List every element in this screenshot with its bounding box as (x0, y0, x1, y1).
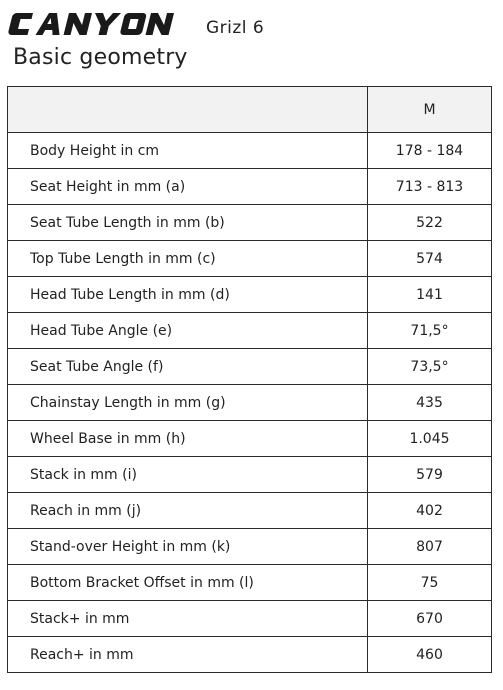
table-row (8, 421, 492, 457)
table-row (8, 385, 492, 421)
row-label: Seat Tube Angle (f) (8, 349, 368, 385)
row-value: 141 (368, 277, 492, 313)
row-label: Reach+ in mm (8, 637, 368, 673)
row-value: 402 (368, 493, 492, 529)
row-value: 178 - 184 (368, 133, 492, 169)
row-value: 670 (368, 601, 492, 637)
row-value: 73,5° (368, 349, 492, 385)
table-row (8, 493, 492, 529)
row-value: 435 (368, 385, 492, 421)
table-row (8, 241, 492, 277)
geometry-table (7, 86, 492, 673)
row-label: Reach in mm (j) (8, 493, 368, 529)
page-header (0, 0, 503, 80)
row-label: Stack in mm (i) (8, 457, 368, 493)
table-row (8, 313, 492, 349)
table-row (8, 277, 492, 313)
row-label: Head Tube Length in mm (d) (8, 277, 368, 313)
table-header-row (8, 87, 492, 133)
row-value: 75 (368, 565, 492, 601)
row-value: 713 - 813 (368, 169, 492, 205)
row-label: Chainstay Length in mm (g) (8, 385, 368, 421)
page-subtitle: Basic geometry (13, 45, 188, 70)
table-row (8, 601, 492, 637)
table-row (8, 169, 492, 205)
row-value: 71,5° (368, 313, 492, 349)
row-value: 579 (368, 457, 492, 493)
row-label: Head Tube Angle (e) (8, 313, 368, 349)
row-value: 522 (368, 205, 492, 241)
row-label: Top Tube Length in mm (c) (8, 241, 368, 277)
row-label: Bottom Bracket Offset in mm (l) (8, 565, 368, 601)
canyon-logo (6, 9, 186, 39)
row-label: Seat Tube Length in mm (b) (8, 205, 368, 241)
table-row (8, 205, 492, 241)
table-row (8, 529, 492, 565)
table-row (8, 457, 492, 493)
table-row (8, 133, 492, 169)
table-row (8, 565, 492, 601)
row-value: 807 (368, 529, 492, 565)
size-header: M (368, 87, 492, 133)
table-row (8, 637, 492, 673)
row-label: Body Height in cm (8, 133, 368, 169)
row-label: Stack+ in mm (8, 601, 368, 637)
table-body (8, 133, 492, 673)
model-name: Grizl 6 (206, 18, 265, 38)
table-header-empty (8, 87, 368, 133)
row-label: Seat Height in mm (a) (8, 169, 368, 205)
row-label: Stand-over Height in mm (k) (8, 529, 368, 565)
row-value: 574 (368, 241, 492, 277)
row-value: 1.045 (368, 421, 492, 457)
row-value: 460 (368, 637, 492, 673)
table-row (8, 349, 492, 385)
row-label: Wheel Base in mm (h) (8, 421, 368, 457)
